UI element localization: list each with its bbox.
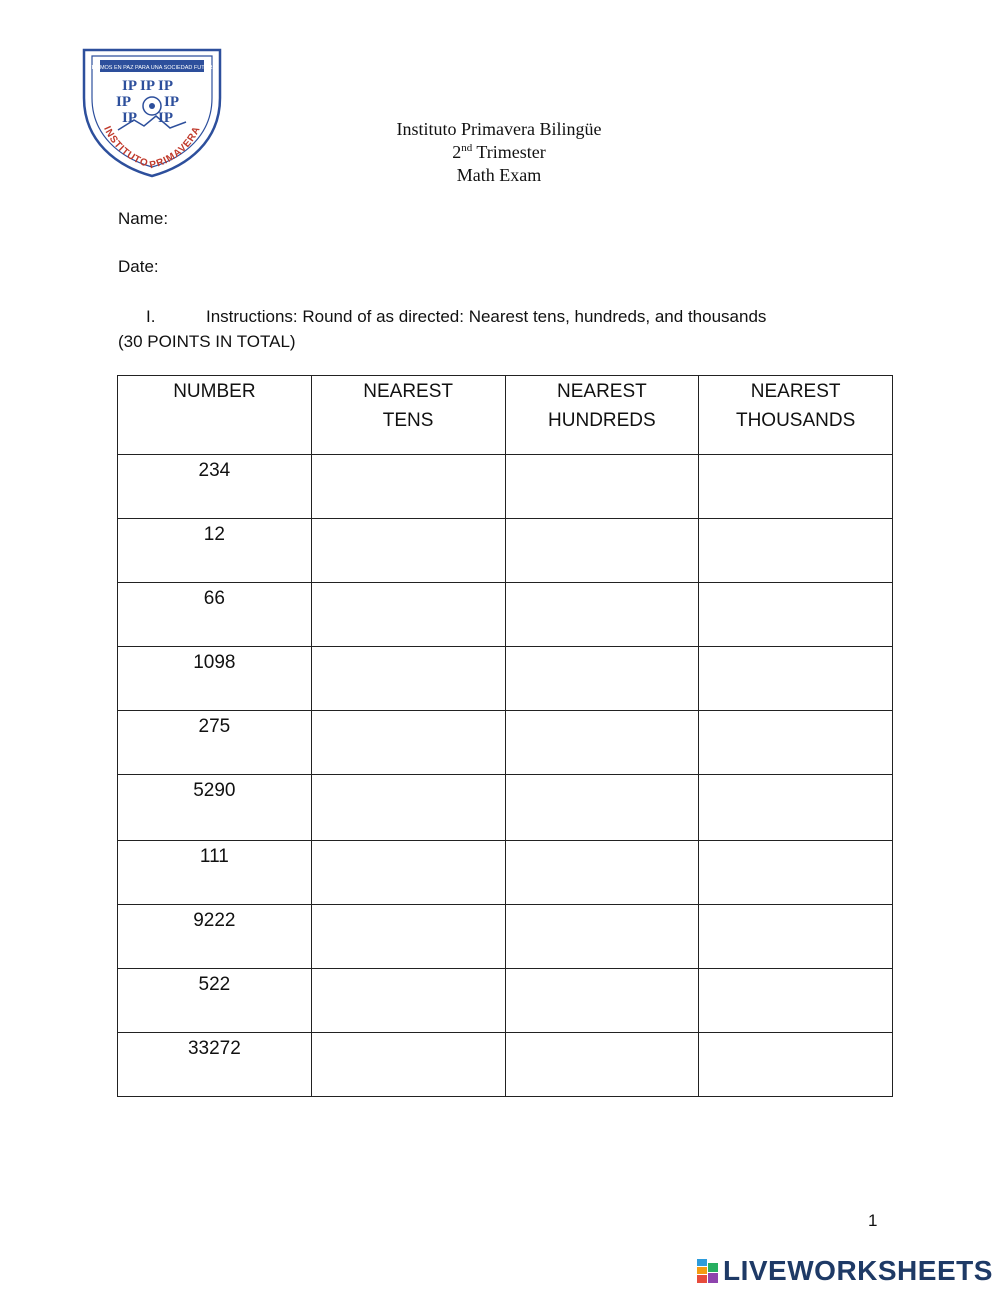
instructions [118,304,878,354]
table-row [118,519,893,583]
number-cell: 234 [118,455,312,519]
number-cell: 522 [118,969,312,1033]
school-name: Instituto Primavera Bilingüe [396,119,602,139]
answer-cell-thousands[interactable] [699,841,893,905]
answer-cell-thousands[interactable] [699,455,893,519]
header-nearest-hundreds: NEAREST HUNDREDS [505,376,699,455]
answer-cell-thousands[interactable] [699,583,893,647]
number-cell: 1098 [118,647,312,711]
answer-cell-thousands[interactable] [699,647,893,711]
svg-text:IP: IP [158,78,173,94]
svg-text:IP: IP [140,78,155,94]
name-label: Name: [118,209,169,228]
answer-cell-thousands[interactable] [699,905,893,969]
logo-ring-text: INSTITUTO PRIMAVERA [101,124,203,172]
liveworksheets-watermark[interactable] [697,1256,993,1286]
answer-cell-thousands[interactable] [699,775,893,841]
answer-cell-tens[interactable] [311,583,505,647]
number-cell: 12 [118,519,312,583]
answer-cell-tens[interactable] [311,711,505,775]
logo-band-text: VIVAMOS EN PAZ PARA UNA SOCIEDAD FUTURA [87,65,217,71]
svg-text:IP: IP [164,94,179,110]
instructions-text: Instructions: Round of as directed: Nearest tens, hundreds, and thousands [206,307,767,326]
table-row [118,711,893,775]
answer-cell-thousands[interactable] [699,969,893,1033]
exam-title: Math Exam [456,165,542,185]
answer-cell-tens[interactable] [311,905,505,969]
number-cell: 111 [118,841,312,905]
date-label: Date: [118,257,159,276]
table-row [118,647,893,711]
header-nearest-tens: NEAREST TENS [311,376,505,455]
svg-text:IP: IP [122,78,137,94]
number-cell: 275 [118,711,312,775]
liveworksheets-blocks-icon [697,1259,719,1283]
table-row [118,969,893,1033]
answer-cell-hundreds[interactable] [505,1033,699,1097]
svg-text:IP: IP [158,110,173,126]
header-number: NUMBER [118,376,312,455]
watermark-text: LIVEWORKSHEETS [723,1255,993,1286]
answer-cell-hundreds[interactable] [505,583,699,647]
answer-cell-hundreds[interactable] [505,647,699,711]
table-row [118,905,893,969]
page-number: 1 [868,1211,878,1230]
table-row [118,775,893,841]
school-crest-logo [78,46,226,180]
table-row [118,841,893,905]
answer-cell-hundreds[interactable] [505,841,699,905]
rounding-table [117,375,893,1097]
trimester-line: 2nd Trimester [452,142,546,162]
answer-cell-tens[interactable] [311,647,505,711]
answer-cell-hundreds[interactable] [505,519,699,583]
exam-header [300,118,698,187]
number-cell: 33272 [118,1033,312,1097]
points-total: (30 POINTS IN TOTAL) [118,332,296,351]
table-row [118,583,893,647]
answer-cell-tens[interactable] [311,841,505,905]
answer-cell-thousands[interactable] [699,1033,893,1097]
number-cell: 9222 [118,905,312,969]
table-row [118,1033,893,1097]
table-header-row [118,376,893,455]
answer-cell-hundreds[interactable] [505,969,699,1033]
answer-cell-hundreds[interactable] [505,905,699,969]
answer-cell-tens[interactable] [311,519,505,583]
svg-text:IP: IP [116,94,131,110]
answer-cell-hundreds[interactable] [505,455,699,519]
number-cell: 66 [118,583,312,647]
number-cell: 5290 [118,775,312,841]
answer-cell-tens[interactable] [311,775,505,841]
header-nearest-thousands: NEAREST THOUSANDS [699,376,893,455]
svg-text:IP: IP [122,110,137,126]
answer-cell-hundreds[interactable] [505,775,699,841]
answer-cell-thousands[interactable] [699,711,893,775]
answer-cell-thousands[interactable] [699,519,893,583]
table-row [118,455,893,519]
answer-cell-tens[interactable] [311,1033,505,1097]
answer-cell-tens[interactable] [311,455,505,519]
answer-cell-hundreds[interactable] [505,711,699,775]
section-numeral: I. [146,307,156,326]
answer-cell-tens[interactable] [311,969,505,1033]
